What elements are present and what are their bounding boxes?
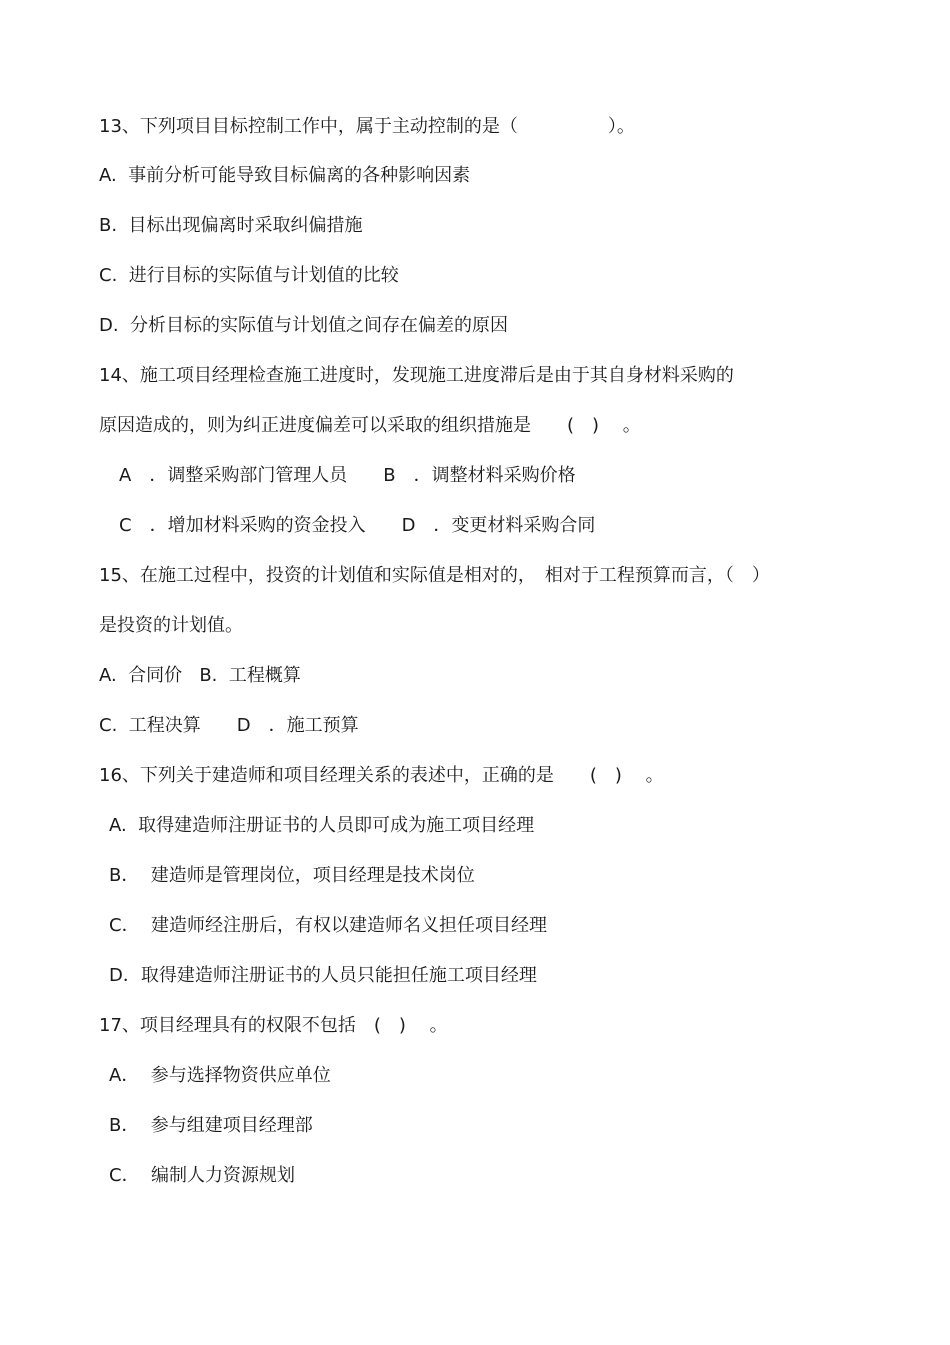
question-15-stem-line-1: 15、在施工过程中，投资的计划值和实际值是相对的， 相对于工程预算而言，（ ） bbox=[99, 565, 770, 586]
question-16-stem: 16、下列关于建造师和项目经理关系的表述中，正确的是 ( ) 。 bbox=[99, 765, 664, 786]
question-17-stem: 17、项目经理具有的权限不包括 ( ) 。 bbox=[99, 1015, 448, 1036]
question-14-stem-line-1: 14、施工项目经理检查施工进度时，发现施工进度滞后是由于其自身材料采购的 bbox=[99, 365, 734, 386]
question-16-option-d: D．取得建造师注册证书的人员只能担任施工项目经理 bbox=[109, 965, 537, 986]
question-13-option-d: D. 分析目标的实际值与计划值之间存在偏差的原因 bbox=[99, 315, 509, 336]
question-17-option-c: C． 编制人力资源规划 bbox=[109, 1165, 296, 1186]
question-13-option-c: C. 进行目标的实际值与计划值的比较 bbox=[99, 265, 399, 286]
question-15-stem-line-2: 是投资的计划值。 bbox=[99, 615, 243, 636]
question-14-options-ab: A ．调整采购部门管理人员 B ．调整材料采购价格 bbox=[119, 465, 576, 486]
question-14-options-cd: C ．增加材料采购的资金投入 D ．变更材料采购合同 bbox=[119, 515, 596, 536]
question-17-option-b: B． 参与组建项目经理部 bbox=[109, 1115, 313, 1136]
question-16-option-b: B． 建造师是管理岗位，项目经理是技术岗位 bbox=[109, 865, 475, 886]
question-13-option-a: A. 事前分析可能导致目标偏离的各种影响因素 bbox=[99, 165, 471, 186]
question-16-option-c: C． 建造师经注册后，有权以建造师名义担任项目经理 bbox=[109, 915, 548, 936]
question-15-options-cd: C. 工程决算 D ．施工预算 bbox=[99, 715, 359, 736]
question-16-option-a: A. 取得建造师注册证书的人员即可成为施工项目经理 bbox=[109, 815, 535, 836]
question-15-options-ab: A. 合同价 B. 工程概算 bbox=[99, 665, 301, 686]
question-17-option-a: A． 参与选择物资供应单位 bbox=[109, 1065, 331, 1086]
question-13-option-b: B. 目标出现偏离时采取纠偏措施 bbox=[99, 215, 363, 236]
question-13-stem: 13、下列项目目标控制工作中，属于主动控制的是（ ）。 bbox=[99, 116, 635, 137]
question-14-stem-line-2: 原因造成的，则为纠正进度偏差可以采取的组织措施是 ( ) 。 bbox=[99, 415, 641, 436]
